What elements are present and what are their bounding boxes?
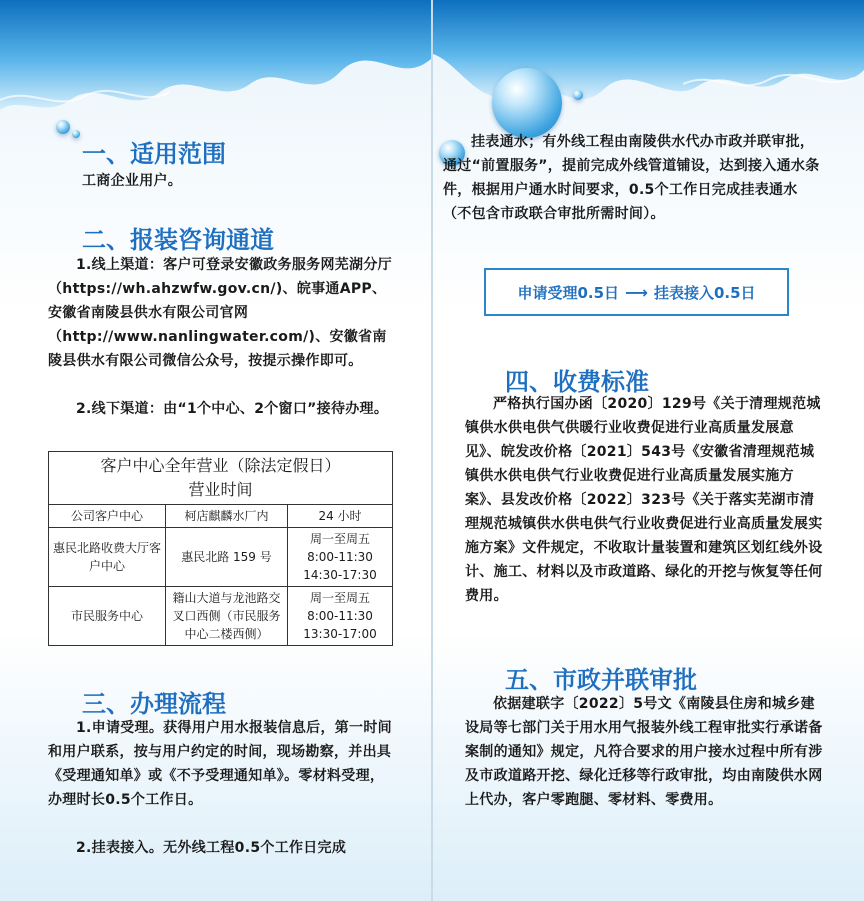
flow-step-apply: 申请受理0.5日 — [517, 283, 620, 302]
table-caption: 客户中心全年营业（除法定假日） 营业时间 — [49, 452, 393, 505]
parallel-approval-text: 依据建联字〔2022〕5号文《南陵县住房和城乡建设局等七部门关于用水用气报装外线工程审批实行承诺备案制的通知》规定，凡符合要求的用户接水过程中所有涉及市政道路开挖、绿化迁移等行政审批，均由南陵供水网上代办，客户零跑腿、零材料、零费用。 — [465, 696, 823, 808]
process-step-1-text: 1.申请受理。获得用户用水报装信息后，第一时间和用户联系，按与用户约定的时间，现场勘察，并出具《受理通知单》或《不予受理通知单》。零材料受理，办理时长0.5个工作日。 — [48, 720, 392, 808]
right-panel — [433, 0, 864, 901]
fees-text: 严格执行国办函〔2020〕129号《关于清理规范城镇供水供电供气供暖行业收费促进行业高质量发展意见》、皖发改价格〔2021〕543号《安徽省清理规范城镇供水供电供气行业收费促进行业高质量发展实施方案》、县发改价格〔2022〕323号《关于落实芜湖市清理规范城镇供水供电供气行业收费促进行业高质量发展实施方案》文件规定，不收取计量装置和建筑区划红线外设计、施工、材料以及市政道路、绿化的开挖与恢复等任何费用。 — [465, 396, 823, 604]
water-droplet-icon — [72, 130, 80, 138]
table-row: 市民服务中心 籍山大道与龙池路交叉口西侧（市民服务中心二楼西侧） 周一至周五 8:00-11:30 13:30-17:00 — [49, 587, 393, 646]
offline-channel-text: 2.线下渠道：由“1个中心、2个窗口”接待办理。 — [76, 401, 389, 417]
water-droplet-icon — [56, 120, 70, 134]
water-droplet-icon — [492, 68, 562, 138]
flow-step-connect: 挂表接入0.5日 — [653, 283, 756, 302]
section-title-scope: 一、适用范围 — [82, 140, 226, 168]
section-title-process: 三、办理流程 — [82, 690, 226, 718]
scope-text: 工商企业用户。 — [82, 173, 183, 189]
online-channel-text: 1.线上渠道：客户可登录安徽政务服务网芜湖分厅（https://wh.ahzwfw.gov.cn/)、皖事通APP、安徽省南陵县供水有限公司官网（http://www.nanlingwater.com/)、安徽省南陵县供水有限公司微信公众号，按提示操作即可。 — [48, 257, 392, 369]
table-row: 惠民北路收费大厅客户中心 惠民北路 159 号 周一至周五 8:00-11:30 14:30-17:30 — [49, 528, 393, 587]
water-wave-decoration — [0, 0, 432, 140]
table-row: 公司客户中心 柯店麒麟水厂内 24 小时 — [49, 505, 393, 528]
arrow-right-icon: ⟶ — [625, 282, 648, 302]
section-title-parallel-approval: 五、市政并联审批 — [505, 666, 697, 694]
process-flow-box — [484, 268, 789, 316]
process-step-2-continued-text: 挂表通水；有外线工程由南陵供水代办市政并联审批，通过“前置服务”，提前完成外线管道铺设，达到接入通水条件，根据用户通水时间要求，0.5个工作日完成挂表通水（不包含市政联合审批所需时间）。 — [443, 134, 820, 222]
process-step-2-text: 2.挂表接入。无外线工程0.5个工作日完成 — [76, 840, 347, 856]
section-title-channels: 二、报装咨询通道 — [82, 226, 274, 254]
water-droplet-icon — [573, 90, 583, 100]
business-hours-table — [48, 451, 393, 646]
section-title-fees: 四、收费标准 — [505, 368, 649, 396]
